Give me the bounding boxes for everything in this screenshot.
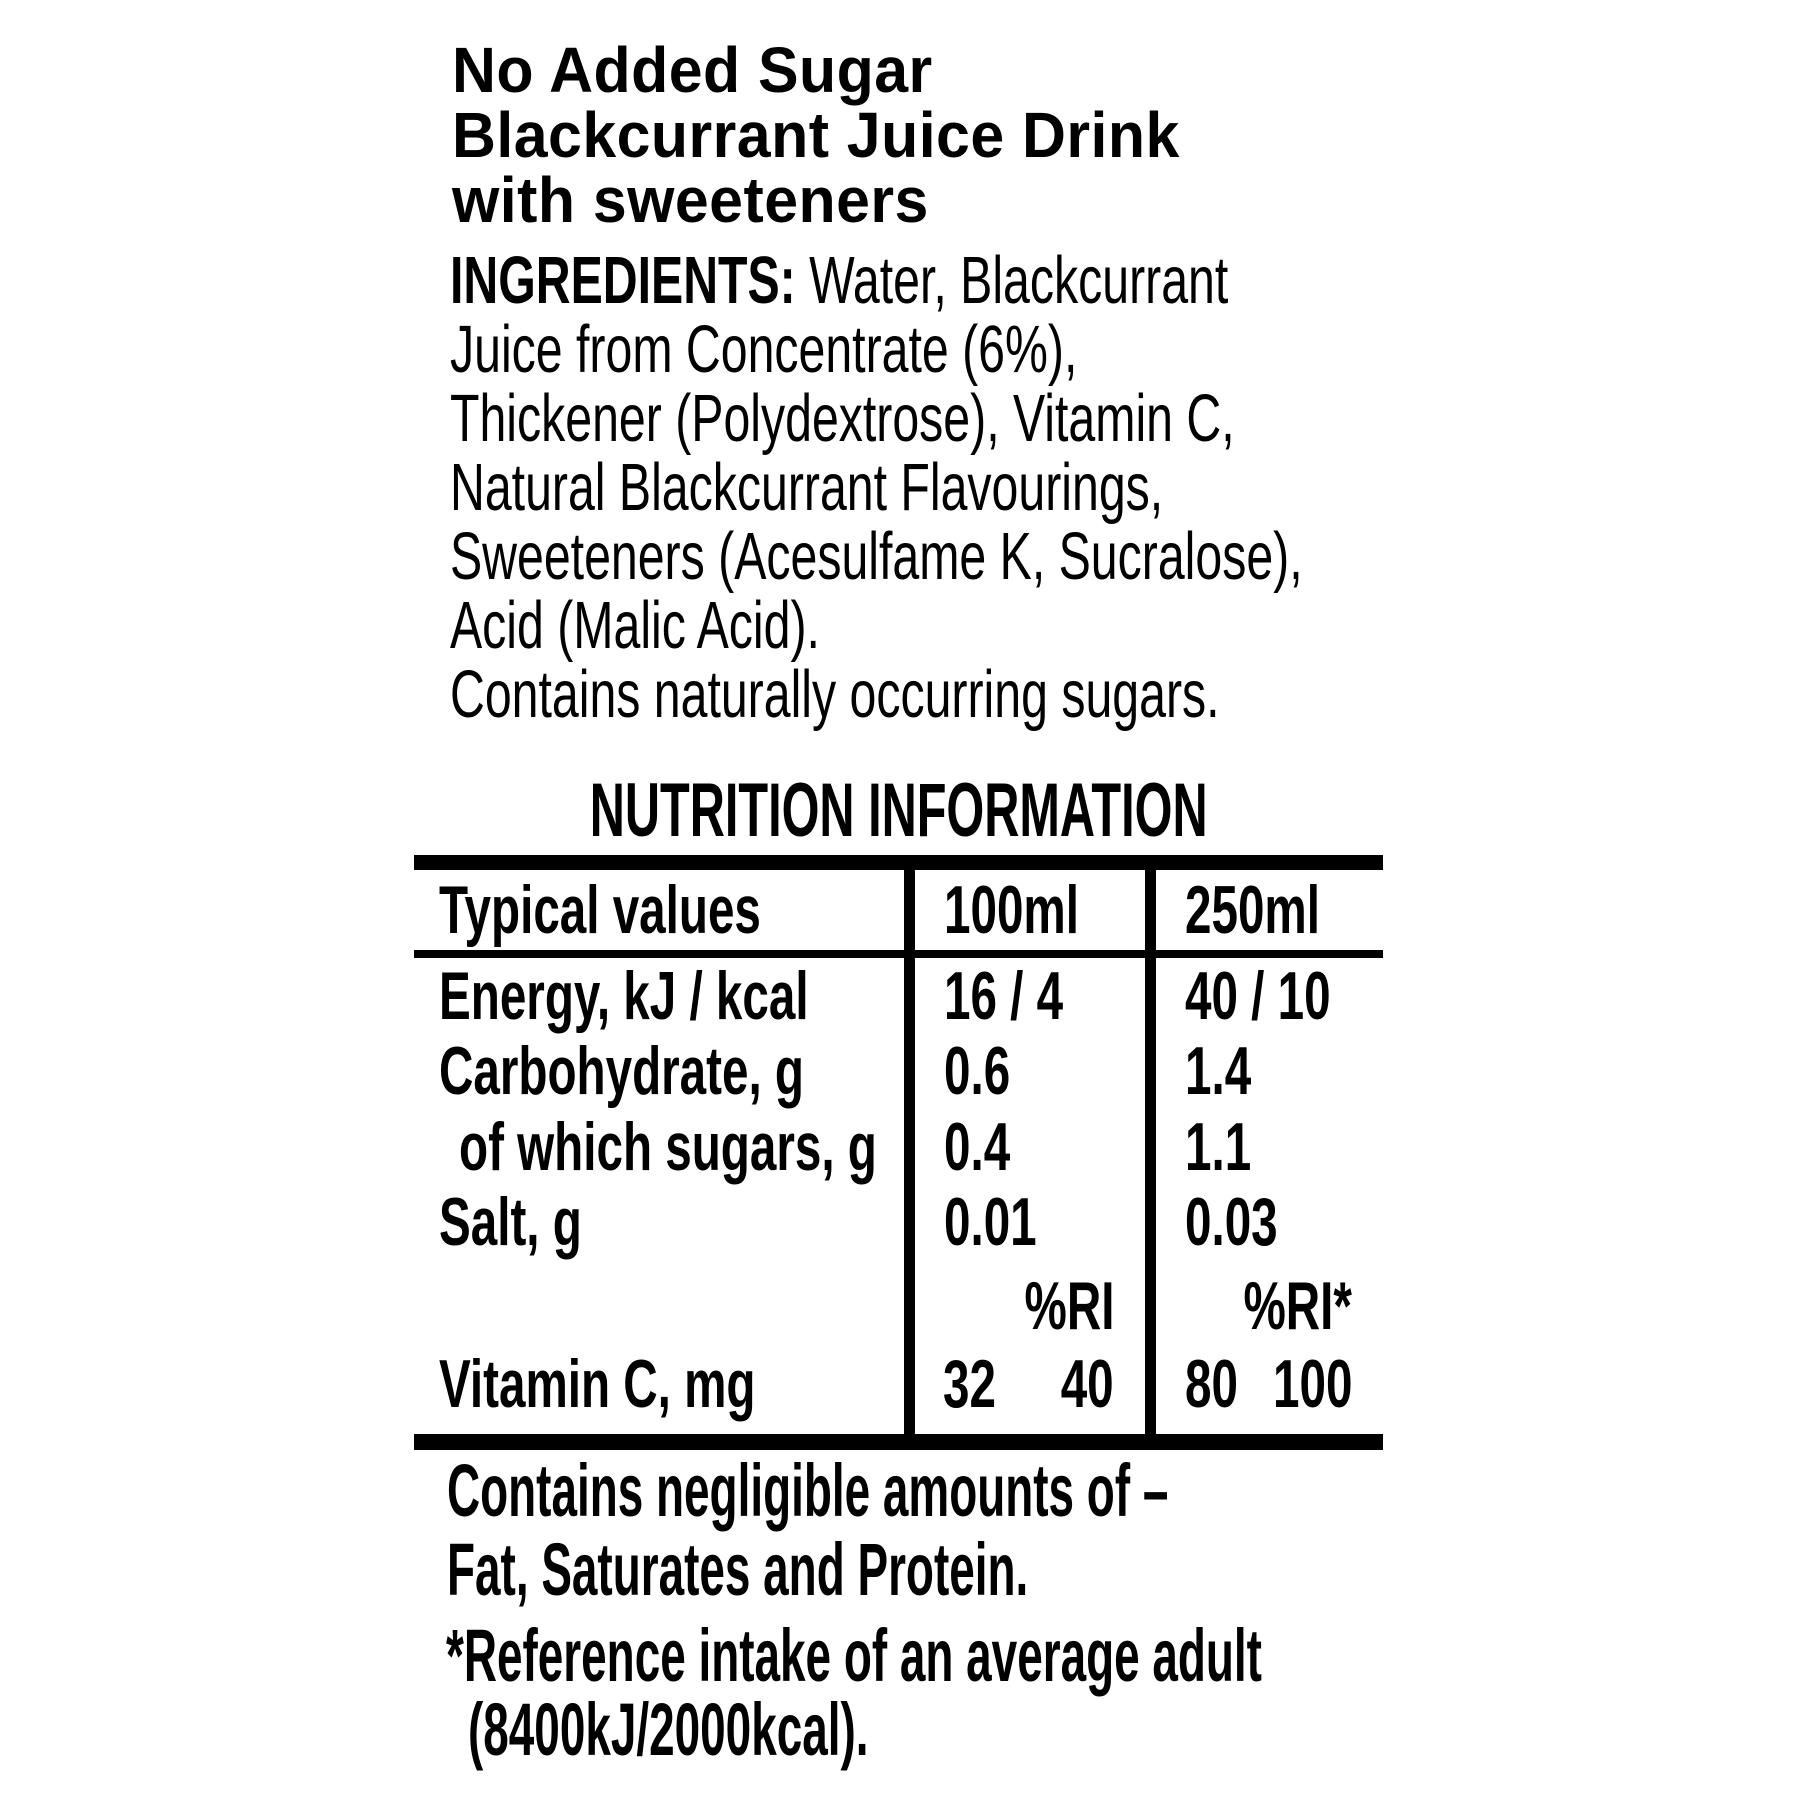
ingredients-line bbox=[450, 243, 1634, 318]
footnote-reference-2: (8400kJ/2000kcal). bbox=[468, 1688, 869, 1771]
footnote-reference-1: *Reference intake of an average adult bbox=[446, 1614, 1262, 1697]
sugars-250ml: 1.1 bbox=[1185, 1109, 1252, 1185]
vitamin-c-100ml-amount: 32 bbox=[943, 1346, 996, 1422]
footnote-negligible-1: Contains negligible amounts of – bbox=[447, 1449, 1169, 1532]
ingredients-note: Contains naturally occurring sugars. bbox=[450, 657, 1220, 732]
carbohydrate-250ml: 1.4 bbox=[1185, 1033, 1252, 1109]
header-typical-values: Typical values bbox=[439, 872, 761, 948]
nutrition-table bbox=[414, 855, 1383, 1450]
ri-250ml-label: %RI* bbox=[1243, 1268, 1352, 1344]
title-line-2: Blackcurrant Juice Drink bbox=[452, 99, 1180, 171]
ingredients-line: Natural Blackcurrant Flavourings, bbox=[450, 450, 1164, 525]
header-250ml: 250ml bbox=[1185, 872, 1320, 948]
carbohydrate-label: Carbohydrate, g bbox=[439, 1033, 804, 1109]
ingredients-line1-rest: Water, Blackcurrant bbox=[795, 243, 1229, 318]
ingredients-line: Juice from Concentrate (6%), bbox=[450, 312, 1078, 387]
energy-250ml: 40 / 10 bbox=[1185, 958, 1331, 1034]
vitamin-c-100ml-ri: 40 bbox=[1061, 1346, 1114, 1422]
sugars-label: of which sugars, g bbox=[459, 1109, 877, 1185]
salt-250ml: 0.03 bbox=[1185, 1184, 1278, 1260]
salt-100ml: 0.01 bbox=[944, 1184, 1037, 1260]
salt-label: Salt, g bbox=[439, 1184, 582, 1260]
title-line-3: with sweeteners bbox=[452, 164, 929, 236]
sugars-100ml: 0.4 bbox=[944, 1109, 1011, 1185]
ingredients-line: Acid (Malic Acid). bbox=[450, 588, 820, 663]
title-line-1: No Added Sugar bbox=[452, 34, 933, 106]
ingredients-label: INGREDIENTS: bbox=[450, 243, 796, 318]
vitamin-c-250ml-ri: 100 bbox=[1272, 1346, 1352, 1422]
nutrition-heading: NUTRITION INFORMATION bbox=[589, 768, 1208, 853]
ingredients-line: Sweeteners (Acesulfame K, Sucralose), bbox=[450, 519, 1303, 594]
header-100ml: 100ml bbox=[944, 872, 1079, 948]
vitamin-c-250ml-amount: 80 bbox=[1185, 1346, 1238, 1422]
ri-100ml-label: %RI bbox=[1024, 1268, 1114, 1344]
ingredients-line: Thickener (Polydextrose), Vitamin C, bbox=[450, 381, 1235, 456]
carbohydrate-100ml: 0.6 bbox=[944, 1033, 1011, 1109]
product-title bbox=[452, 34, 1218, 236]
energy-100ml: 16 / 4 bbox=[944, 958, 1064, 1034]
footnote-negligible-2: Fat, Saturates and Protein. bbox=[447, 1528, 1029, 1611]
header-underline bbox=[414, 950, 1383, 958]
ingredients-paragraph bbox=[450, 243, 1634, 732]
energy-label: Energy, kJ / kcal bbox=[439, 958, 809, 1034]
vitamin-c-label: Vitamin C, mg bbox=[439, 1346, 756, 1422]
